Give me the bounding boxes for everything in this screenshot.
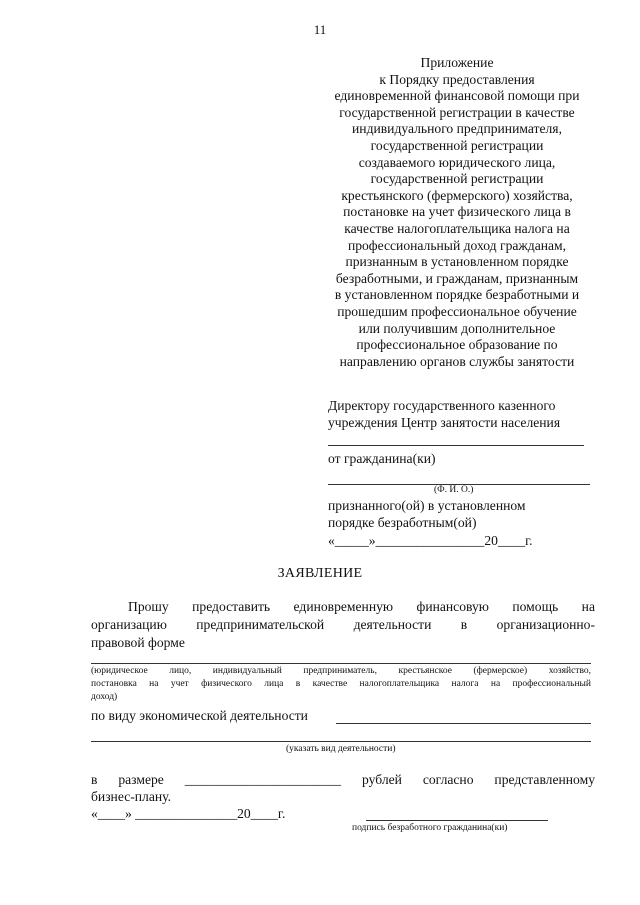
addressee-line-1: Директору государственного казенного <box>328 398 556 413</box>
appendix-line: постановке на учет физического лица в <box>343 204 571 220</box>
amount-line[interactable]: в размере _______________________ рублей согласно представленному <box>91 772 595 787</box>
legal-form-caption-1: (юридическое лицо, индивидуальный предприниматель, крестьянское (фермерское) хозяйство, <box>91 666 591 676</box>
legal-form-caption-3: доход) <box>91 692 118 702</box>
legal-form-blank-line[interactable] <box>91 663 591 664</box>
appendix-line: к Порядку предоставления <box>379 71 535 87</box>
appendix-line: безработными, и гражданам, признанным <box>335 270 579 286</box>
appendix-line: государственной регистрации в качестве <box>339 104 575 120</box>
signature-blank-line[interactable] <box>366 820 548 821</box>
appendix-line: единовременной финансовой помощи при <box>334 88 580 104</box>
status-line-1: признанного(ой) в установленном <box>328 498 526 513</box>
fio-caption: (Ф. И. О.) <box>434 485 474 495</box>
document-title: ЗАЯВЛЕНИЕ <box>277 566 363 581</box>
appendix-line: профессиональное образование по <box>356 337 558 353</box>
activity-blank-line-2[interactable] <box>91 741 591 742</box>
amount-line-2: бизнес-плану. <box>91 789 171 804</box>
request-line-1: Прошу предоставить единовременную финансовую помощь на <box>128 599 595 614</box>
activity-caption: (указать вид деятельности) <box>286 744 396 754</box>
appendix-line: направлению органов службы занятости <box>339 353 575 369</box>
appendix-line: признанным в установленном порядке <box>345 254 569 270</box>
appendix-line: крестьянского (фермерского) хозяйства, <box>341 187 573 203</box>
from-citizen-label: от гражданина(ки) <box>328 451 436 466</box>
legal-form-caption-2: постановка на учет физического лица в качестве налогоплательщика налога на профессиональный <box>91 679 591 689</box>
appendix-line: или получившим дополнительное <box>358 320 556 336</box>
appendix-line: индивидуального предпринимателя, <box>352 121 562 137</box>
addressee-date-line[interactable]: «_____»________________20____г. <box>328 533 533 548</box>
appendix-header <box>316 55 598 370</box>
request-line-3: правовой форме <box>91 635 185 650</box>
appendix-line: Приложение <box>420 55 494 70</box>
appendix-line: государственной регистрации <box>370 171 544 187</box>
request-line-2: организацию предпринимательской деятельности в организационно- <box>91 617 595 632</box>
appendix-line: прошедшим профессиональное обучение <box>337 303 577 319</box>
status-line-2: порядке безработным(ой) <box>328 515 477 530</box>
activity-blank-line-1[interactable] <box>336 723 591 724</box>
appendix-line: качестве налогоплательщика налога на <box>344 220 570 236</box>
page-number: 11 <box>313 22 327 37</box>
appendix-line: государственной регистрации <box>370 137 544 153</box>
appendix-line: профессиональный доход гражданам, <box>347 237 567 253</box>
organization-blank-line[interactable] <box>328 445 584 446</box>
appendix-line: создаваемого юридического лица, <box>358 154 556 170</box>
signature-caption: подпись безработного гражданина(ки) <box>352 823 508 833</box>
application-date-line[interactable]: «____» _______________20____г. <box>91 806 286 821</box>
addressee-line-2: учреждения Центр занятости населения <box>328 415 561 430</box>
appendix-line: в установленном порядке безработными и <box>334 287 580 303</box>
activity-label: по виду экономической деятельности <box>91 708 308 723</box>
